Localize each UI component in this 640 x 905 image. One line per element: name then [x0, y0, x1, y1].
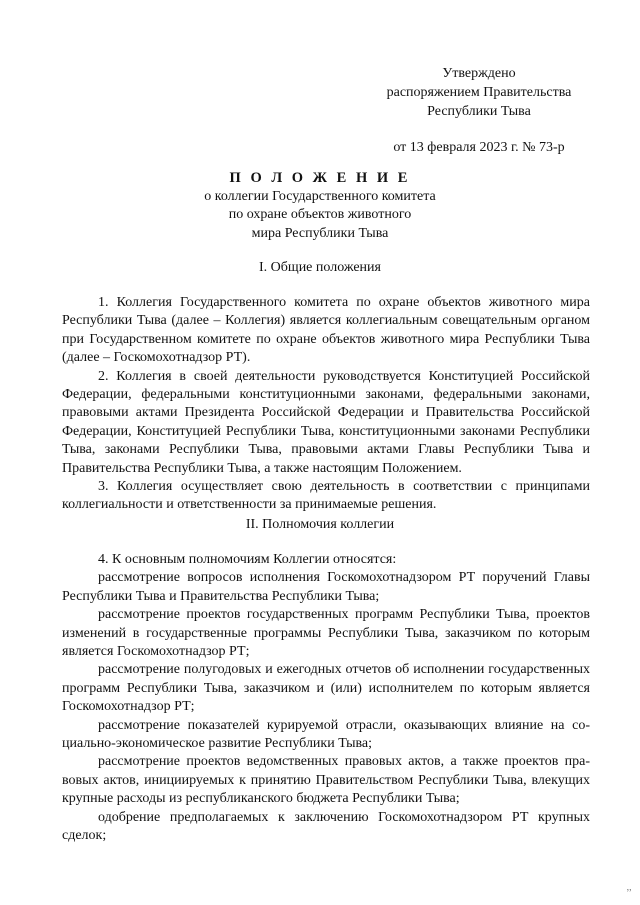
section-1-body [62, 294, 590, 515]
approval-line-3: Республики Тыва [427, 104, 531, 119]
paragraph: рассмотрение полугодовых и ежегодных отчетов об исполнении государственных программ Республики Тыва, заказчиком и (или) исполнителем по которым является Госкомохотнадзор РТ; [62, 662, 590, 715]
paragraph: одобрение предполагаемых к заключению Госкомохотнадзором РТ крупных сделок; [62, 809, 590, 844]
corner-mark: ’’ [626, 888, 632, 899]
paragraph: рассмотрение показателей курируемой отрасли, оказывающих влияние на социально-экономическое развитие Республики Тыва; [62, 717, 590, 752]
document-subtitle-line-1: о коллегии Государственного комитета [204, 188, 436, 204]
document-subtitle-line-3: мира Республики Тыва [251, 225, 389, 241]
section-2-body [62, 551, 590, 846]
approval-line-2: распоряжением Правительства [386, 85, 572, 100]
paragraph: рассмотрение проектов государственных программ Республики Тыва, проектов изменений в государственные программы Республики Тыва, заказчиком по которым является Госкомохотнадзор РТ; [62, 607, 590, 660]
paragraph: рассмотрение проектов ведомственных правовых актов, а также проектов правовых актов, инициируемых к принятию Правительством Республики Тыва, влекущих крупные расходы из республиканского бюджета Республики Тыва; [62, 754, 590, 807]
approval-stamp [370, 64, 588, 157]
document-subtitle-line-2: по охране объектов животного [228, 207, 412, 222]
section-1-heading: I. Общие положения [259, 260, 381, 275]
approval-line-1: Утверждено [442, 66, 516, 81]
document-title-block [60, 169, 580, 243]
document-title: П О Л О Ж Е Н И Е [229, 170, 411, 186]
paragraph: 3. Коллегия осуществляет свою деятельность в соответствии с принципами коллегиальности и ответственности за принимаемые решения. [62, 479, 590, 513]
section-2-heading: II. Полномочия коллегии [245, 517, 395, 532]
approval-date: от 13 февраля 2023 г. № 73-р [393, 140, 565, 155]
paragraph: 4. К основным полномочиям Коллегии относятся: [98, 552, 397, 567]
paragraph: рассмотрение вопросов исполнения Госкомохотнадзором РТ поручений Главы Республики Тыва и Правительства Республики Тыва; [62, 570, 590, 604]
paragraph: 1. Коллегия Государственного комитета по охране объектов животного мира Республики Тыва (далее – Коллегия) является коллегиальным совещательным органом при Государственном комитете по охране объектов животного мира Республики Тыва (далее – Госкомохотнадзор РТ). [62, 295, 590, 366]
paragraph: 2. Коллегия в своей деятельности руководствуется Конституцией Российской Федерации, федеральными конституционными законами, федеральными законами, правовыми актами Президента Российской Федерации и Правительства Российской Федерации, Конституцией Республики Тыва, конституционными законами Республики Тыва, законами Республики Тыва, правовыми актами Главы Республики Тыва и Правительства Республики Тыва, а также настоящим Положением. [62, 368, 590, 476]
